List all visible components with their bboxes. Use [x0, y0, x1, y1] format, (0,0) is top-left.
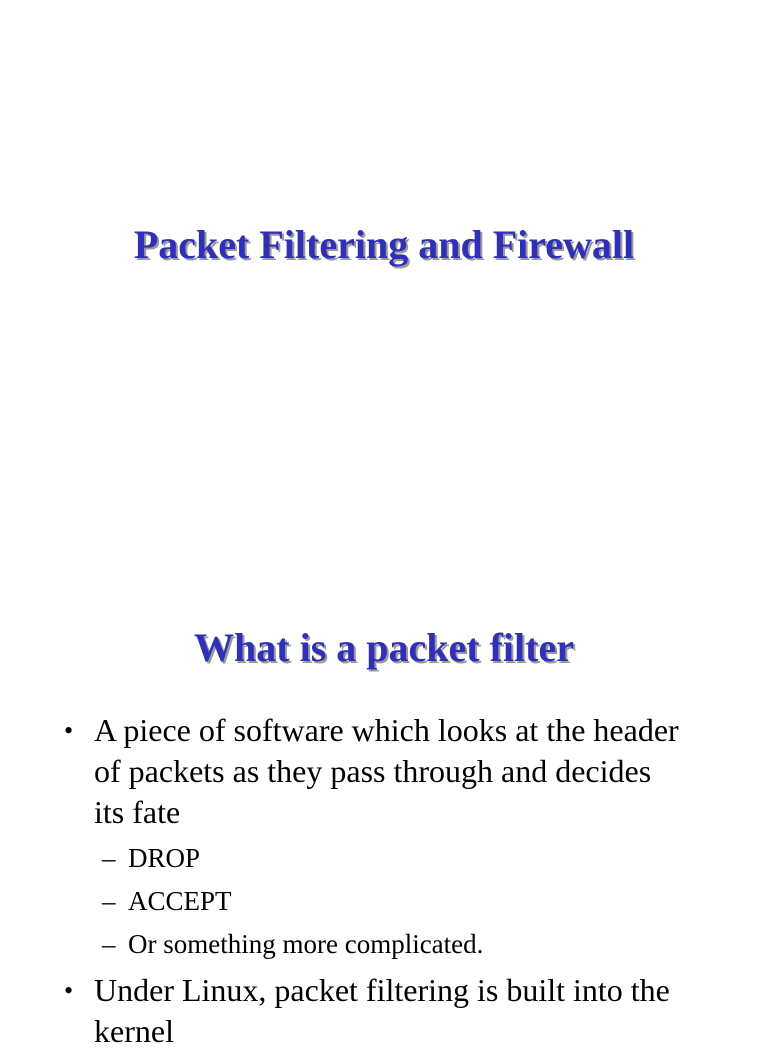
bullet-text: A piece of software which looks at the header of packets as they pass through and decides its fate	[94, 712, 679, 830]
sub-item	[0, 884, 768, 918]
sub-text: ACCEPT	[128, 886, 232, 916]
sub-item	[0, 927, 768, 961]
bullet-text: Under Linux, packet filtering is built into the kernel	[94, 972, 670, 1049]
bullet-item	[0, 710, 768, 833]
sub-item	[0, 841, 768, 875]
slide-1-title: Packet Filtering and Firewall	[133, 222, 635, 267]
slide-2	[0, 576, 768, 1049]
sub-marker: –	[102, 886, 116, 916]
slide-2-title: What is a packet filter	[194, 625, 574, 670]
bullet-marker: •	[64, 976, 74, 1005]
sub-text: DROP	[128, 843, 201, 873]
sub-marker: –	[102, 843, 116, 873]
bullet-marker: •	[64, 716, 74, 745]
sub-marker: –	[102, 929, 116, 959]
slide-2-content	[0, 710, 768, 1060]
bullet-item	[0, 970, 768, 1052]
sub-text: Or something more complicated.	[128, 929, 484, 959]
